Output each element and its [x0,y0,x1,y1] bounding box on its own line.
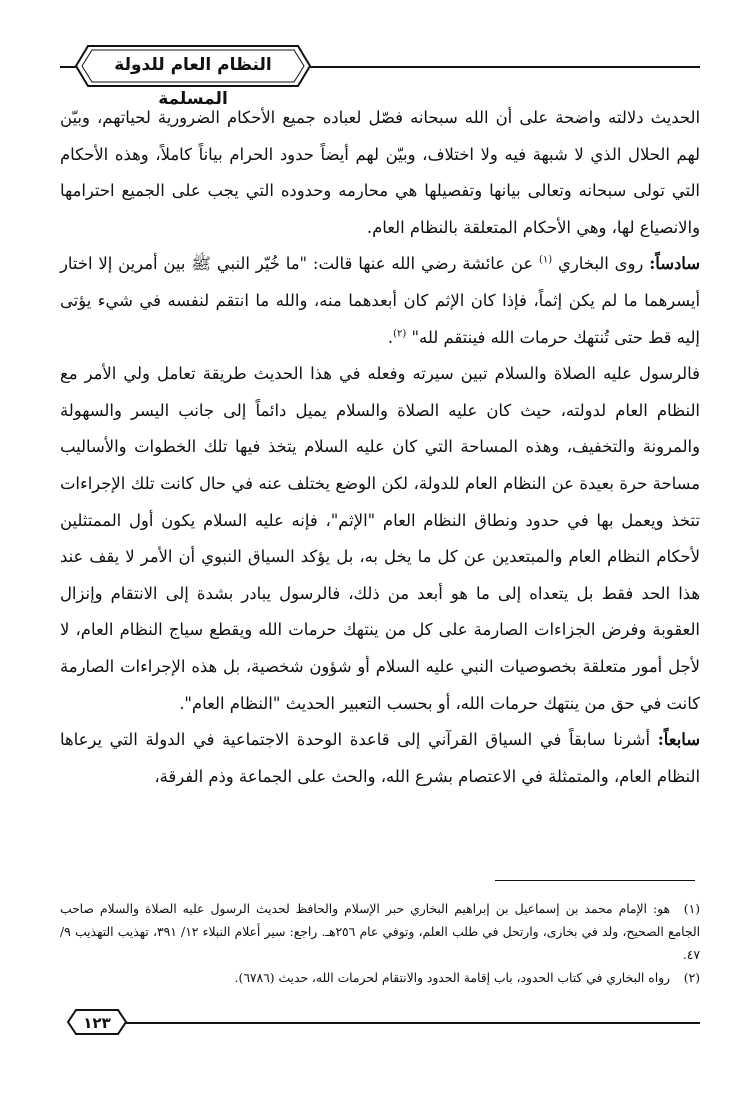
footer-rule [120,1022,700,1024]
paragraph-4-lead: سابعاً: [657,730,700,750]
footnote-1-text: هو: الإمام محمد بن إسماعيل بن إبراهيم البخاري حبر الإسلام والحافظ لحديث الرسول عليه الصلاة والسلام صاحب الجامع الصحيح، ولد في بخارى، وارتحل في طلب العلم، وتوفي عام ٢٥٦هـ. راجع: سير أعلام النبلاء ١٢/ ٣٩١، تهذيب التهذيب ٩/ ٤٧. [60,902,701,962]
paragraph-2-part-c: . [387,327,394,347]
paragraph-1: الحديث دلالته واضحة على أن الله سبحانه فصّل لعباده جميع الأحكام الضرورية لحياتهم، وبيّن لهم الحلال الذي لا شبهة فيه ولا اختلاف، وبيّن لهم أيضاً حدود الحرام بياناً كاملاً، وهذه الأحكام التي تولى سبحانه وتعالى بيانها وتفصيلها هي محارمه وحدوده التي يجب على الجميع احترامها والانصياع لها، وهي الأحكام المتعلقة بالنظام العام. [60,108,700,237]
footnote-separator [495,880,695,881]
footnote-2 [60,967,700,990]
running-header-title: النظام العام للدولة المسلمة [114,55,272,109]
footnotes [60,898,700,990]
page-number: ١٢٣ [83,1014,111,1032]
main-text [60,100,700,795]
footnote-ref-1[interactable]: (١) [538,254,553,266]
paragraph-4-text: أشرنا سابقاً في السياق القرآني إلى قاعدة الوحدة الاجتماعية في الدولة التي يرعاها النظام العام، والمتمثلة في الاعتصام بشرع الله، والحث على الجماعة وذم الفرقة، [60,730,700,786]
paragraph-3: فالرسول عليه الصلاة والسلام تبين سيرته وفعله في هذا الحديث طريقة تعامل ولي الأمر مع النظام العام لدولته، حيث كان عليه الصلاة والسلام يميل دائماً إلى جانب اليسر والسهولة والمرونة والتخفيف، وهذه المساحة التي كان عليه السلام يتخذ فيها تلك الخطوات والأساليب مساحة حرة بعيدة عن النظام العام للدولة، لكن الوضع يختلف عنه في حال كانت تلك الإجراءات تتخذ ويعمل بها في حدود ونطاق النظام العام "الإثم"، فإنه عليه السلام يكون أول الممتثلين لأحكام النظام العام والمبتعدين عن كل ما يخل به، بل يؤكد السياق النبوي أن الأمر لا يقف عند هذا الحد فقط بل يتعداه إلى ما هو أبعد من ذلك، فالرسول يبادر بشدة إلى الانتقام وإنزال العقوبة وفرض الجزاءات الصارمة على كل من ينتهك حرمات الله ويقطع سياج النظام العام، لا لأجل أمور متعلقة بخصوصيات النبي عليه السلام أو شؤون شخصية، بل هذه الإجراءات الصارمة كانت في حق من ينتهك حرمات الله، أو بحسب التعبير الحديث "النظام العام". [60,364,700,713]
paragraph-2-part-b: عن عائشة رضي الله عنها قالت: "ما خُيّر النبي ﷺ بين أمرين إلا اختار أيسرهما ما لم يكن إثماً، فإذا كان الإثم كان أبعدهما منه، والله ما انتقم لنفسه في شيء يؤتى إليه قط حتى تُنتهك حرمات الله فينتقم لله" [60,254,700,347]
footnote-ref-2[interactable]: (٢) [393,328,407,340]
paragraph-4 [60,722,700,795]
footnote-1 [60,898,700,967]
paragraph-2-part-a: روى البخاري [552,254,650,274]
footnote-2-text: رواه البخاري في كتاب الحدود، باب إقامة الحدود والانتقام لحرمات الله، حديث (٦٧٨٦). [234,971,670,985]
paragraph-2-lead: سادساً: [649,254,700,274]
footnote-2-number: (٢) [683,971,700,985]
paragraph-2 [60,246,700,356]
footnote-1-number: (١) [683,902,700,916]
